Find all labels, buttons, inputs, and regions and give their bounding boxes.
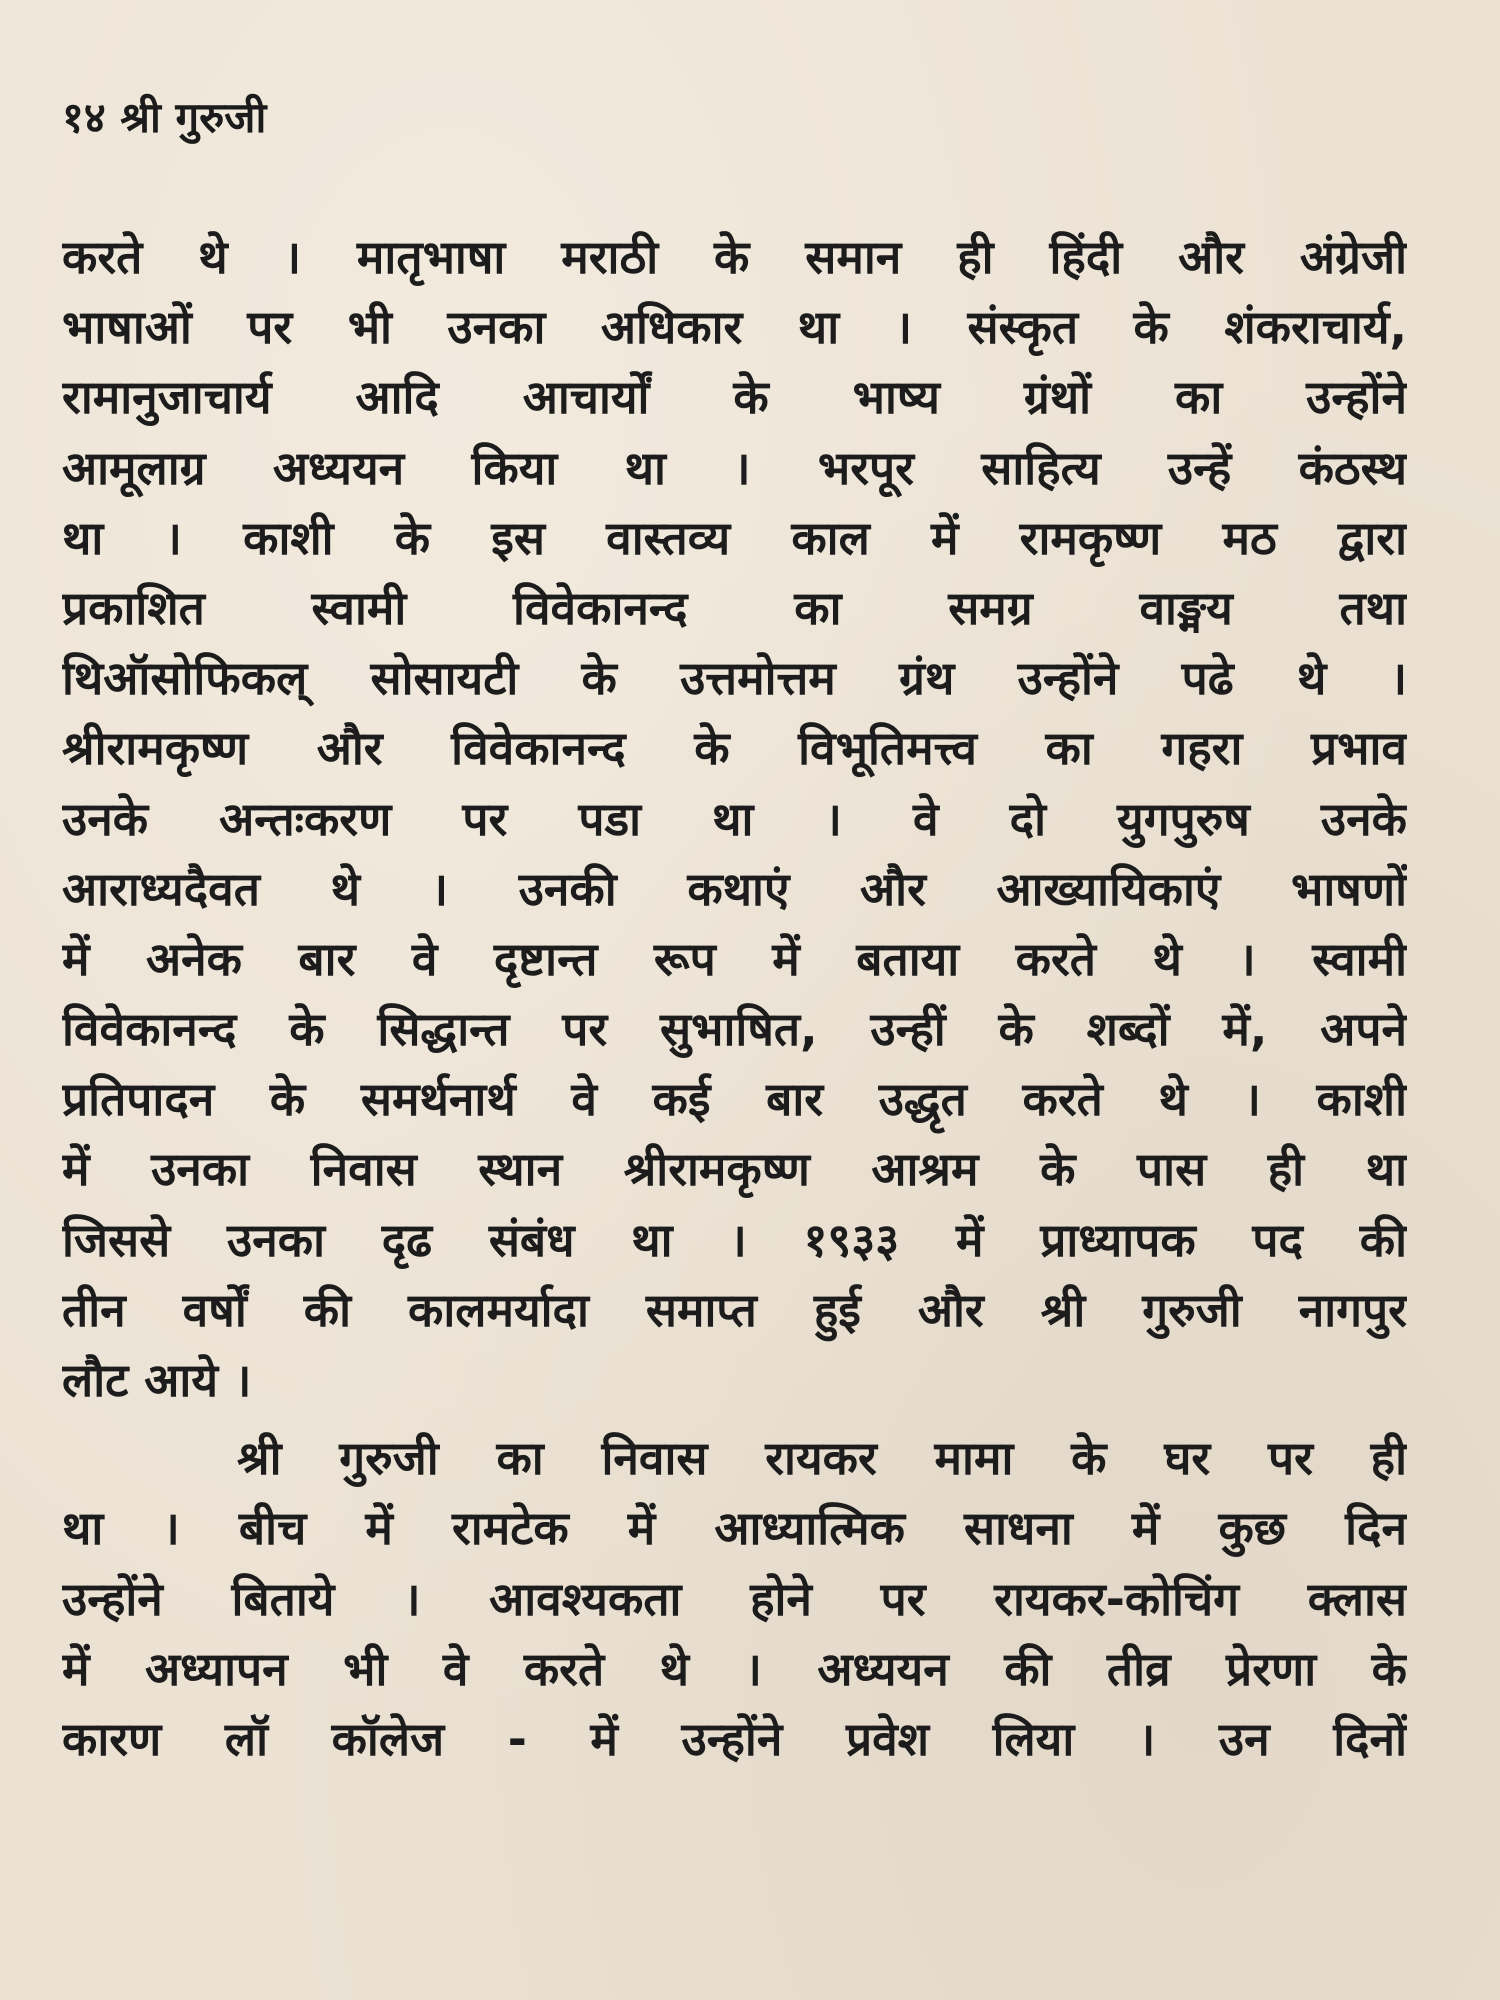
- text-line: आराध्यदैवत थे । उनकी कथाएं और आख्यायिकाएं भाषणों: [62, 861, 1407, 916]
- text-line: प्रकाशित स्वामी विवेकानन्द का समग्र वाङ्मय तथा: [62, 580, 1407, 635]
- text-line: में अध्यापन भी वे करते थे । अध्ययन की तीव्र प्रेरणा के: [62, 1641, 1407, 1696]
- text-line: उनके अन्तःकरण पर पडा था । वे दो युगपुरुष उनके: [62, 791, 1407, 846]
- text-line: कारण लॉ कॉलेज - में उन्होंने प्रवेश लिया । उन दिनों: [62, 1711, 1407, 1766]
- text-line: रामानुजाचार्य आदि आचार्यों के भाष्य ग्रंथों का उन्होंने: [62, 370, 1407, 425]
- text-line: श्रीरामकृष्ण और विवेकानन्द के विभूतिमत्त्व का गहरा प्रभाव: [62, 721, 1407, 776]
- text-line: था । काशी के इस वास्तव्य काल में रामकृष्ण मठ द्वारा: [62, 510, 1407, 565]
- text-line: जिससे उनका दृढ संबंध था । १९३३ में प्राध्यापक पद की: [62, 1212, 1407, 1267]
- running-head: १४ श्री गुरुजी: [62, 93, 267, 142]
- text-line: करते थे । मातृभाषा मराठी के समान ही हिंदी और अंग्रेजी: [62, 230, 1407, 284]
- text-line: आमूलाग्र अध्ययन किया था । भरपूर साहित्य उन्हें कंठस्थ: [62, 440, 1407, 495]
- text-line: विवेकानन्द के सिद्धान्त पर सुभाषित, उन्हीं के शब्दों में, अपने: [62, 1002, 1407, 1057]
- text-line: में अनेक बार वे दृष्टान्त रूप में बताया करते थे । स्वामी: [62, 931, 1407, 986]
- body-text: [62, 222, 1407, 1774]
- text-line: प्रतिपादन के समर्थनार्थ वे कई बार उद्धृत करते थे । काशी: [62, 1072, 1407, 1127]
- text-line: थिऑसोफिकल् सोसायटी के उत्तमोत्तम ग्रंथ उन्होंने पढे थे ।: [62, 651, 1407, 706]
- text-line: लौट आये ।: [62, 1353, 252, 1407]
- text-line: तीन वर्षों की कालमर्यादा समाप्त हुई और श्री गुरुजी नागपुर: [62, 1282, 1407, 1337]
- paragraph-2: [62, 1423, 1407, 1774]
- text-line: में उनका निवास स्थान श्रीरामकृष्ण आश्रम के पास ही था: [62, 1142, 1407, 1197]
- paragraph-gap: [62, 1415, 1407, 1423]
- text-line: था । बीच में रामटेक में आध्यात्मिक साधना में कुछ दिन: [62, 1501, 1407, 1556]
- paragraph-1: [62, 222, 1407, 1415]
- text-line: उन्होंने बिताये । आवश्यकता होने पर रायकर-कोचिंग क्लास: [62, 1571, 1407, 1626]
- text-line: भाषाओं पर भी उनका अधिकार था । संस्कृत के शंकराचार्य,: [62, 300, 1407, 355]
- text-line: श्री गुरुजी का निवास रायकर मामा के घर पर ही: [237, 1431, 1407, 1486]
